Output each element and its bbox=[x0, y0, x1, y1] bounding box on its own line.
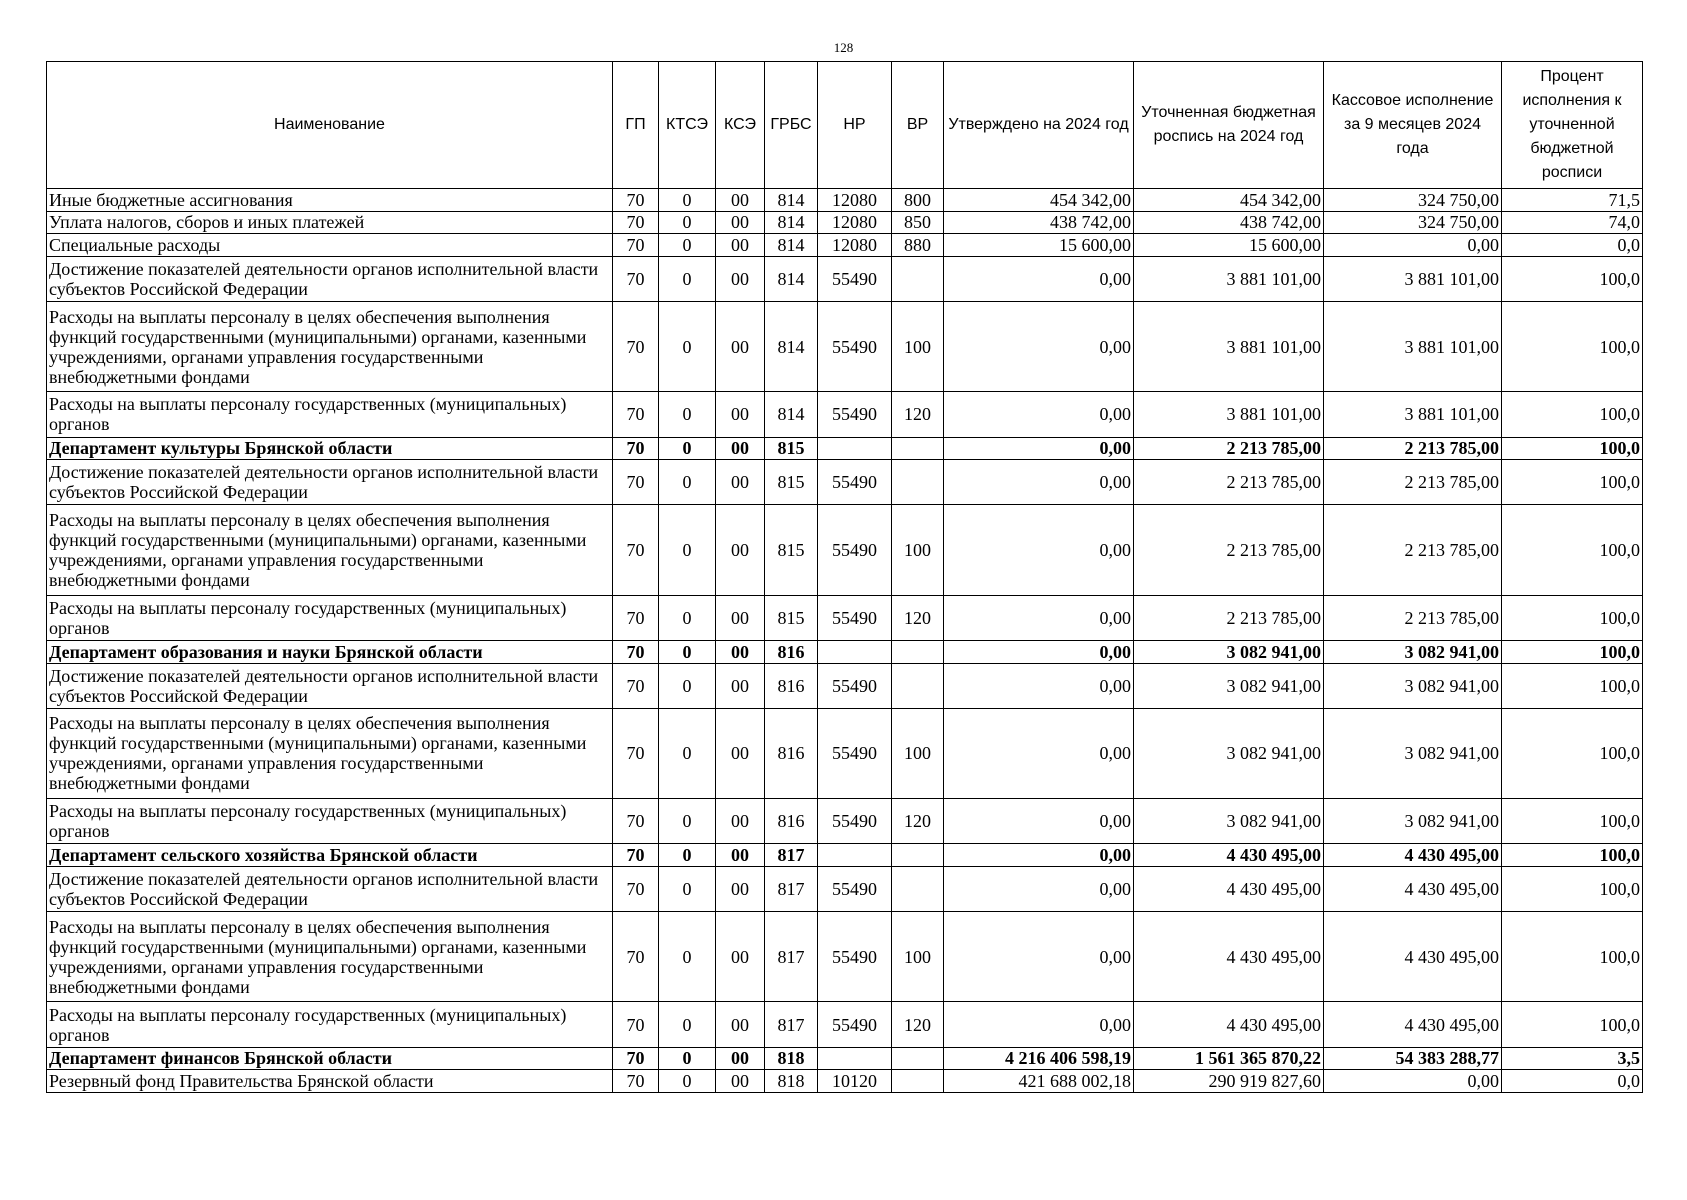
cell-approved: 0,00 bbox=[944, 799, 1134, 844]
cell-vr bbox=[892, 844, 944, 867]
cell-grbs: 818 bbox=[765, 1047, 818, 1070]
cell-cash: 0,00 bbox=[1324, 1070, 1502, 1093]
cell-kse: 00 bbox=[716, 708, 765, 798]
cell-refined: 3 881 101,00 bbox=[1134, 256, 1324, 301]
table-row bbox=[47, 799, 1643, 844]
cell-approved: 454 342,00 bbox=[944, 189, 1134, 212]
cell-approved: 421 688 002,18 bbox=[944, 1070, 1134, 1093]
cell-grbs: 817 bbox=[765, 1002, 818, 1047]
cell-vr bbox=[892, 1070, 944, 1093]
cell-name: Департамент образования и науки Брянской области bbox=[47, 640, 613, 663]
cell-approved: 0,00 bbox=[944, 437, 1134, 460]
cell-kse: 00 bbox=[716, 460, 765, 505]
cell-nr bbox=[818, 1047, 892, 1070]
cell-gp: 70 bbox=[613, 1002, 659, 1047]
table-row bbox=[47, 211, 1643, 234]
table-row bbox=[47, 1070, 1643, 1093]
table-row bbox=[47, 460, 1643, 505]
header-percent: Процент исполнения к уточненной бюджетной росписи bbox=[1502, 62, 1643, 189]
cell-approved: 0,00 bbox=[944, 505, 1134, 595]
cell-percent: 100,0 bbox=[1502, 844, 1643, 867]
cell-cash: 3 082 941,00 bbox=[1324, 799, 1502, 844]
cell-grbs: 814 bbox=[765, 301, 818, 391]
cell-kse: 00 bbox=[716, 595, 765, 640]
cell-refined: 438 742,00 bbox=[1134, 211, 1324, 234]
cell-ktse: 0 bbox=[659, 640, 716, 663]
cell-kse: 00 bbox=[716, 211, 765, 234]
cell-grbs: 814 bbox=[765, 189, 818, 212]
cell-ktse: 0 bbox=[659, 256, 716, 301]
cell-cash: 4 430 495,00 bbox=[1324, 912, 1502, 1002]
cell-vr bbox=[892, 640, 944, 663]
cell-name: Достижение показателей деятельности органов исполнительной власти субъектов Российской Федерации bbox=[47, 866, 613, 911]
cell-name: Расходы на выплаты персоналу государственных (муниципальных) органов bbox=[47, 595, 613, 640]
cell-ktse: 0 bbox=[659, 301, 716, 391]
cell-kse: 00 bbox=[716, 256, 765, 301]
cell-grbs: 815 bbox=[765, 595, 818, 640]
cell-ktse: 0 bbox=[659, 799, 716, 844]
cell-ktse: 0 bbox=[659, 595, 716, 640]
cell-approved: 0,00 bbox=[944, 844, 1134, 867]
cell-kse: 00 bbox=[716, 912, 765, 1002]
table-row bbox=[47, 256, 1643, 301]
cell-kse: 00 bbox=[716, 844, 765, 867]
cell-nr bbox=[818, 844, 892, 867]
cell-kse: 00 bbox=[716, 505, 765, 595]
cell-name: Резервный фонд Правительства Брянской области bbox=[47, 1070, 613, 1093]
cell-kse: 00 bbox=[716, 189, 765, 212]
cell-grbs: 816 bbox=[765, 799, 818, 844]
table-row bbox=[47, 708, 1643, 798]
cell-kse: 00 bbox=[716, 799, 765, 844]
cell-refined: 4 430 495,00 bbox=[1134, 866, 1324, 911]
cell-approved: 4 216 406 598,19 bbox=[944, 1047, 1134, 1070]
cell-vr: 100 bbox=[892, 708, 944, 798]
cell-vr: 120 bbox=[892, 1002, 944, 1047]
cell-nr: 55490 bbox=[818, 866, 892, 911]
cell-approved: 0,00 bbox=[944, 595, 1134, 640]
cell-vr: 850 bbox=[892, 211, 944, 234]
cell-gp: 70 bbox=[613, 211, 659, 234]
cell-ktse: 0 bbox=[659, 234, 716, 257]
cell-vr: 800 bbox=[892, 189, 944, 212]
cell-percent: 74,0 bbox=[1502, 211, 1643, 234]
cell-ktse: 0 bbox=[659, 866, 716, 911]
budget-table bbox=[46, 61, 1643, 1093]
cell-cash: 3 881 101,00 bbox=[1324, 256, 1502, 301]
cell-gp: 70 bbox=[613, 866, 659, 911]
table-row bbox=[47, 301, 1643, 391]
cell-ktse: 0 bbox=[659, 1070, 716, 1093]
table-row bbox=[47, 392, 1643, 437]
cell-vr bbox=[892, 256, 944, 301]
cell-ktse: 0 bbox=[659, 189, 716, 212]
cell-nr: 55490 bbox=[818, 1002, 892, 1047]
cell-name: Расходы на выплаты персоналу в целях обеспечения выполнения функций государственными (муниципальными) органами, казенными учреждениями, органами управления государственными внебюджетными фондами bbox=[47, 708, 613, 798]
cell-name: Иные бюджетные ассигнования bbox=[47, 189, 613, 212]
cell-approved: 0,00 bbox=[944, 866, 1134, 911]
table-header bbox=[47, 62, 1643, 189]
header-grbs: ГРБС bbox=[765, 62, 818, 189]
cell-approved: 0,00 bbox=[944, 663, 1134, 708]
cell-cash: 2 213 785,00 bbox=[1324, 437, 1502, 460]
cell-cash: 0,00 bbox=[1324, 234, 1502, 257]
cell-name: Расходы на выплаты персоналу в целях обеспечения выполнения функций государственными (муниципальными) органами, казенными учреждениями, органами управления государственными внебюджетными фондами bbox=[47, 912, 613, 1002]
cell-name: Расходы на выплаты персоналу в целях обеспечения выполнения функций государственными (муниципальными) органами, казенными учреждениями, органами управления государственными внебюджетными фондами bbox=[47, 301, 613, 391]
cell-percent: 100,0 bbox=[1502, 1002, 1643, 1047]
cell-vr: 120 bbox=[892, 392, 944, 437]
cell-grbs: 817 bbox=[765, 844, 818, 867]
cell-refined: 3 082 941,00 bbox=[1134, 663, 1324, 708]
cell-cash: 3 082 941,00 bbox=[1324, 708, 1502, 798]
cell-percent: 0,0 bbox=[1502, 1070, 1643, 1093]
cell-ktse: 0 bbox=[659, 912, 716, 1002]
cell-name: Департамент культуры Брянской области bbox=[47, 437, 613, 460]
cell-kse: 00 bbox=[716, 301, 765, 391]
cell-refined: 2 213 785,00 bbox=[1134, 460, 1324, 505]
cell-gp: 70 bbox=[613, 844, 659, 867]
cell-name: Достижение показателей деятельности органов исполнительной власти субъектов Российской Федерации bbox=[47, 460, 613, 505]
cell-ktse: 0 bbox=[659, 708, 716, 798]
cell-approved: 15 600,00 bbox=[944, 234, 1134, 257]
cell-kse: 00 bbox=[716, 392, 765, 437]
cell-gp: 70 bbox=[613, 460, 659, 505]
cell-percent: 71,5 bbox=[1502, 189, 1643, 212]
cell-kse: 00 bbox=[716, 1002, 765, 1047]
cell-cash: 4 430 495,00 bbox=[1324, 1002, 1502, 1047]
cell-percent: 100,0 bbox=[1502, 595, 1643, 640]
table-row bbox=[47, 1002, 1643, 1047]
cell-nr: 55490 bbox=[818, 708, 892, 798]
cell-kse: 00 bbox=[716, 640, 765, 663]
cell-vr: 100 bbox=[892, 505, 944, 595]
cell-percent: 100,0 bbox=[1502, 505, 1643, 595]
header-gp: ГП bbox=[613, 62, 659, 189]
cell-refined: 4 430 495,00 bbox=[1134, 844, 1324, 867]
cell-name: Департамент сельского хозяйства Брянской области bbox=[47, 844, 613, 867]
cell-refined: 3 082 941,00 bbox=[1134, 640, 1324, 663]
cell-vr: 120 bbox=[892, 799, 944, 844]
cell-percent: 100,0 bbox=[1502, 460, 1643, 505]
cell-nr: 55490 bbox=[818, 663, 892, 708]
cell-gp: 70 bbox=[613, 437, 659, 460]
cell-nr: 55490 bbox=[818, 799, 892, 844]
cell-ktse: 0 bbox=[659, 460, 716, 505]
cell-grbs: 814 bbox=[765, 256, 818, 301]
cell-refined: 3 082 941,00 bbox=[1134, 799, 1324, 844]
cell-cash: 324 750,00 bbox=[1324, 211, 1502, 234]
cell-ktse: 0 bbox=[659, 505, 716, 595]
header-name: Наименование bbox=[47, 62, 613, 189]
header-approved: Утверждено на 2024 год bbox=[944, 62, 1134, 189]
table-row bbox=[47, 234, 1643, 257]
cell-nr: 55490 bbox=[818, 392, 892, 437]
cell-cash: 54 383 288,77 bbox=[1324, 1047, 1502, 1070]
cell-nr: 55490 bbox=[818, 912, 892, 1002]
cell-nr: 10120 bbox=[818, 1070, 892, 1093]
cell-grbs: 815 bbox=[765, 460, 818, 505]
cell-refined: 4 430 495,00 bbox=[1134, 912, 1324, 1002]
cell-vr: 100 bbox=[892, 301, 944, 391]
cell-percent: 100,0 bbox=[1502, 663, 1643, 708]
cell-name: Расходы на выплаты персоналу в целях обеспечения выполнения функций государственными (муниципальными) органами, казенными учреждениями, органами управления государственными внебюджетными фондами bbox=[47, 505, 613, 595]
cell-kse: 00 bbox=[716, 437, 765, 460]
cell-gp: 70 bbox=[613, 663, 659, 708]
cell-percent: 100,0 bbox=[1502, 912, 1643, 1002]
cell-ktse: 0 bbox=[659, 844, 716, 867]
cell-cash: 2 213 785,00 bbox=[1324, 595, 1502, 640]
cell-gp: 70 bbox=[613, 912, 659, 1002]
table-row-section bbox=[47, 437, 1643, 460]
cell-refined: 15 600,00 bbox=[1134, 234, 1324, 257]
cell-percent: 100,0 bbox=[1502, 640, 1643, 663]
table-row-section bbox=[47, 1047, 1643, 1070]
cell-cash: 2 213 785,00 bbox=[1324, 505, 1502, 595]
cell-kse: 00 bbox=[716, 663, 765, 708]
table-row-section bbox=[47, 640, 1643, 663]
cell-ktse: 0 bbox=[659, 437, 716, 460]
cell-name: Специальные расходы bbox=[47, 234, 613, 257]
cell-gp: 70 bbox=[613, 256, 659, 301]
cell-nr bbox=[818, 640, 892, 663]
cell-gp: 70 bbox=[613, 505, 659, 595]
cell-name: Достижение показателей деятельности органов исполнительной власти субъектов Российской Федерации bbox=[47, 663, 613, 708]
cell-grbs: 816 bbox=[765, 640, 818, 663]
cell-gp: 70 bbox=[613, 392, 659, 437]
cell-approved: 0,00 bbox=[944, 392, 1134, 437]
cell-nr: 55490 bbox=[818, 595, 892, 640]
cell-grbs: 814 bbox=[765, 211, 818, 234]
cell-refined: 3 082 941,00 bbox=[1134, 708, 1324, 798]
cell-gp: 70 bbox=[613, 708, 659, 798]
cell-cash: 3 881 101,00 bbox=[1324, 301, 1502, 391]
cell-kse: 00 bbox=[716, 1047, 765, 1070]
table-row bbox=[47, 866, 1643, 911]
cell-refined: 3 881 101,00 bbox=[1134, 392, 1324, 437]
cell-vr: 100 bbox=[892, 912, 944, 1002]
cell-gp: 70 bbox=[613, 301, 659, 391]
cell-ktse: 0 bbox=[659, 1002, 716, 1047]
cell-grbs: 815 bbox=[765, 437, 818, 460]
cell-gp: 70 bbox=[613, 640, 659, 663]
cell-percent: 100,0 bbox=[1502, 866, 1643, 911]
cell-refined: 1 561 365 870,22 bbox=[1134, 1047, 1324, 1070]
cell-percent: 3,5 bbox=[1502, 1047, 1643, 1070]
cell-name: Достижение показателей деятельности органов исполнительной власти субъектов Российской Федерации bbox=[47, 256, 613, 301]
cell-gp: 70 bbox=[613, 1070, 659, 1093]
cell-gp: 70 bbox=[613, 189, 659, 212]
cell-nr: 55490 bbox=[818, 460, 892, 505]
cell-approved: 0,00 bbox=[944, 1002, 1134, 1047]
table-row bbox=[47, 595, 1643, 640]
cell-name: Расходы на выплаты персоналу государственных (муниципальных) органов bbox=[47, 1002, 613, 1047]
cell-approved: 0,00 bbox=[944, 256, 1134, 301]
cell-vr bbox=[892, 460, 944, 505]
cell-refined: 2 213 785,00 bbox=[1134, 437, 1324, 460]
cell-cash: 4 430 495,00 bbox=[1324, 844, 1502, 867]
cell-percent: 100,0 bbox=[1502, 708, 1643, 798]
cell-cash: 3 082 941,00 bbox=[1324, 640, 1502, 663]
cell-grbs: 816 bbox=[765, 708, 818, 798]
cell-vr bbox=[892, 437, 944, 460]
cell-kse: 00 bbox=[716, 866, 765, 911]
cell-nr: 12080 bbox=[818, 234, 892, 257]
cell-grbs: 814 bbox=[765, 392, 818, 437]
cell-ktse: 0 bbox=[659, 392, 716, 437]
table-row bbox=[47, 912, 1643, 1002]
cell-approved: 0,00 bbox=[944, 640, 1134, 663]
cell-nr bbox=[818, 437, 892, 460]
cell-percent: 0,0 bbox=[1502, 234, 1643, 257]
cell-gp: 70 bbox=[613, 799, 659, 844]
table-row bbox=[47, 663, 1643, 708]
cell-vr bbox=[892, 866, 944, 911]
cell-nr: 55490 bbox=[818, 256, 892, 301]
cell-approved: 0,00 bbox=[944, 708, 1134, 798]
cell-refined: 4 430 495,00 bbox=[1134, 1002, 1324, 1047]
cell-percent: 100,0 bbox=[1502, 799, 1643, 844]
cell-cash: 2 213 785,00 bbox=[1324, 460, 1502, 505]
cell-name: Расходы на выплаты персоналу государственных (муниципальных) органов bbox=[47, 799, 613, 844]
cell-nr: 12080 bbox=[818, 189, 892, 212]
table-row-section bbox=[47, 844, 1643, 867]
cell-nr: 12080 bbox=[818, 211, 892, 234]
cell-cash: 3 881 101,00 bbox=[1324, 392, 1502, 437]
cell-percent: 100,0 bbox=[1502, 301, 1643, 391]
header-refined: Уточненная бюджетная роспись на 2024 год bbox=[1134, 62, 1324, 189]
cell-grbs: 817 bbox=[765, 912, 818, 1002]
cell-approved: 0,00 bbox=[944, 912, 1134, 1002]
cell-nr: 55490 bbox=[818, 301, 892, 391]
cell-refined: 454 342,00 bbox=[1134, 189, 1324, 212]
cell-percent: 100,0 bbox=[1502, 437, 1643, 460]
cell-grbs: 815 bbox=[765, 505, 818, 595]
cell-vr bbox=[892, 663, 944, 708]
cell-approved: 0,00 bbox=[944, 460, 1134, 505]
cell-name: Расходы на выплаты персоналу государственных (муниципальных) органов bbox=[47, 392, 613, 437]
cell-refined: 2 213 785,00 bbox=[1134, 595, 1324, 640]
cell-nr: 55490 bbox=[818, 505, 892, 595]
cell-percent: 100,0 bbox=[1502, 392, 1643, 437]
cell-gp: 70 bbox=[613, 1047, 659, 1070]
cell-name: Уплата налогов, сборов и иных платежей bbox=[47, 211, 613, 234]
cell-refined: 290 919 827,60 bbox=[1134, 1070, 1324, 1093]
cell-vr: 120 bbox=[892, 595, 944, 640]
header-row bbox=[47, 62, 1643, 189]
cell-grbs: 816 bbox=[765, 663, 818, 708]
cell-vr bbox=[892, 1047, 944, 1070]
page-number: 128 bbox=[833, 40, 854, 55]
cell-gp: 70 bbox=[613, 595, 659, 640]
cell-gp: 70 bbox=[613, 234, 659, 257]
cell-grbs: 818 bbox=[765, 1070, 818, 1093]
cell-approved: 0,00 bbox=[944, 301, 1134, 391]
header-kse: КСЭ bbox=[716, 62, 765, 189]
cell-grbs: 814 bbox=[765, 234, 818, 257]
cell-kse: 00 bbox=[716, 234, 765, 257]
table-row bbox=[47, 505, 1643, 595]
cell-cash: 3 082 941,00 bbox=[1324, 663, 1502, 708]
cell-percent: 100,0 bbox=[1502, 256, 1643, 301]
cell-ktse: 0 bbox=[659, 211, 716, 234]
cell-vr: 880 bbox=[892, 234, 944, 257]
cell-refined: 3 881 101,00 bbox=[1134, 301, 1324, 391]
cell-cash: 324 750,00 bbox=[1324, 189, 1502, 212]
header-cash: Кассовое исполнение за 9 месяцев 2024 года bbox=[1324, 62, 1502, 189]
table-body bbox=[47, 189, 1643, 1093]
cell-grbs: 817 bbox=[765, 866, 818, 911]
header-nr: НР bbox=[818, 62, 892, 189]
header-ktse: КТСЭ bbox=[659, 62, 716, 189]
cell-ktse: 0 bbox=[659, 1047, 716, 1070]
header-vr: ВР bbox=[892, 62, 944, 189]
cell-approved: 438 742,00 bbox=[944, 211, 1134, 234]
cell-kse: 00 bbox=[716, 1070, 765, 1093]
cell-ktse: 0 bbox=[659, 663, 716, 708]
cell-refined: 2 213 785,00 bbox=[1134, 505, 1324, 595]
table-row bbox=[47, 189, 1643, 212]
cell-name: Департамент финансов Брянской области bbox=[47, 1047, 613, 1070]
cell-cash: 4 430 495,00 bbox=[1324, 866, 1502, 911]
